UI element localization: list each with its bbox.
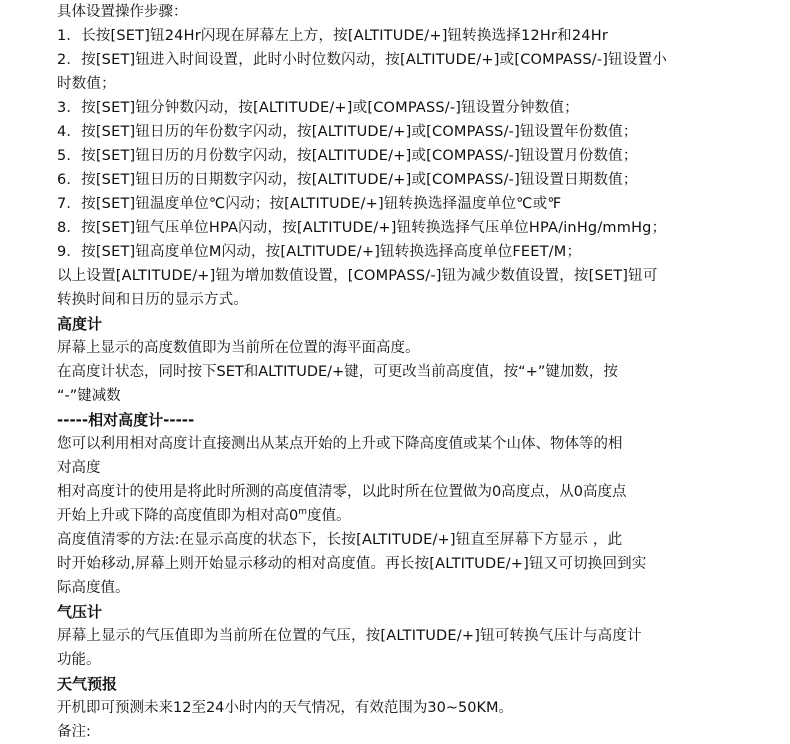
relative-altimeter-text: 度值。 — [307, 508, 351, 524]
relative-altimeter-line: 际高度值。 — [57, 580, 130, 596]
relative-altimeter-line: 您可以利用相对高度计直接测出从某点开始的上升或下降高度值或某个山体、物体等的相 — [57, 436, 623, 452]
step-line: 7．按[SET]钮温度单位℃闪动；按[ALTITUDE/+]钮转换选择温度单位℃或℉ — [57, 196, 562, 212]
relative-altimeter-line: 对高度 — [57, 460, 101, 476]
altimeter-heading: 高度计 — [57, 315, 103, 333]
step-line: 9．按[SET]钮高度单位M闪动，按[ALTITUDE/+]钮转换选择高度单位FEET/M； — [57, 244, 582, 260]
steps-title: 具体设置操作步骤： — [57, 4, 188, 20]
relative-altimeter-heading: -----相对高度计----- — [57, 411, 195, 429]
step-line: 以上设置[ALTITUDE/+]钮为增加数值设置，[COMPASS/-]钮为减少数值设置，按[SET]钮可 — [57, 268, 658, 284]
step-line: 4．按[SET]钮日历的年份数字闪动，按[ALTITUDE/+]或[COMPASS/-]钮设置年份数值； — [57, 124, 638, 140]
step-line: 5．按[SET]钮日历的月份数字闪动，按[ALTITUDE/+]或[COMPASS/-]钮设置月份数值； — [57, 148, 638, 164]
step-line: 2．按[SET]钮进入时间设置，此时小时位数闪动，按[ALTITUDE/+]或[COMPASS/-]钮设置小 — [57, 52, 667, 68]
step-line: 3．按[SET]钮分钟数闪动，按[ALTITUDE/+]或[COMPASS/-]钮设置分钟数值； — [57, 100, 579, 116]
barometer-line: 功能。 — [57, 652, 101, 668]
instruction-document — [57, 0, 747, 744]
step-line: 8．按[SET]钮气压单位HPA闪动，按[ALTITUDE/+]钮转换选择气压单位HPA/inHg/mmHg； — [57, 220, 667, 236]
step-line: 1．长按[SET]钮24Hr闪现在屏幕左上方，按[ALTITUDE/+]钮转换选择12Hr和24Hr — [57, 28, 608, 44]
unit-superscript: m — [298, 507, 308, 518]
altimeter-line: 在高度计状态，同时按下SET和ALTITUDE/+键，可更改当前高度值，按“+”键加数，按 — [57, 364, 618, 380]
barometer-heading: 气压计 — [57, 603, 103, 621]
step-line: 时数值； — [57, 76, 116, 92]
notes-label: 备注: — [57, 724, 91, 740]
relative-altimeter-text: 开始上升或下降的高度值即为相对高 — [57, 508, 289, 524]
relative-altimeter-line — [57, 504, 747, 528]
altimeter-line: 屏幕上显示的高度数值即为当前所在位置的海平面高度。 — [57, 340, 420, 356]
relative-altimeter-line: 时开始移动,屏幕上则开始显示移动的相对高度值。再长按[ALTITUDE/+]钮又可切换回到实 — [57, 556, 647, 572]
weather-line: 开机即可预测未来12至24小时内的天气情况，有效范围为30~50KM。 — [57, 700, 513, 716]
step-line: 转换时间和日历的显示方式。 — [57, 292, 249, 308]
barometer-line: 屏幕上显示的气压值即为当前所在位置的气压，按[ALTITUDE/+]钮可转换气压计与高度计 — [57, 628, 642, 644]
weather-heading: 天气预报 — [57, 675, 118, 693]
step-line: 6．按[SET]钮日历的日期数字闪动，按[ALTITUDE/+]或[COMPASS/-]钮设置日期数值； — [57, 172, 638, 188]
altimeter-line: “-”键减数 — [57, 388, 121, 404]
zero-value: 0 — [289, 508, 299, 524]
relative-altimeter-line: 高度值清零的方法:在显示高度的状态下，长按[ALTITUDE/+]钮直至屏幕下方显示 ，此 — [57, 532, 623, 548]
relative-altimeter-line: 相对高度计的使用是将此时所测的高度值清零，以此时所在位置做为0高度点，从0高度点 — [57, 484, 627, 500]
